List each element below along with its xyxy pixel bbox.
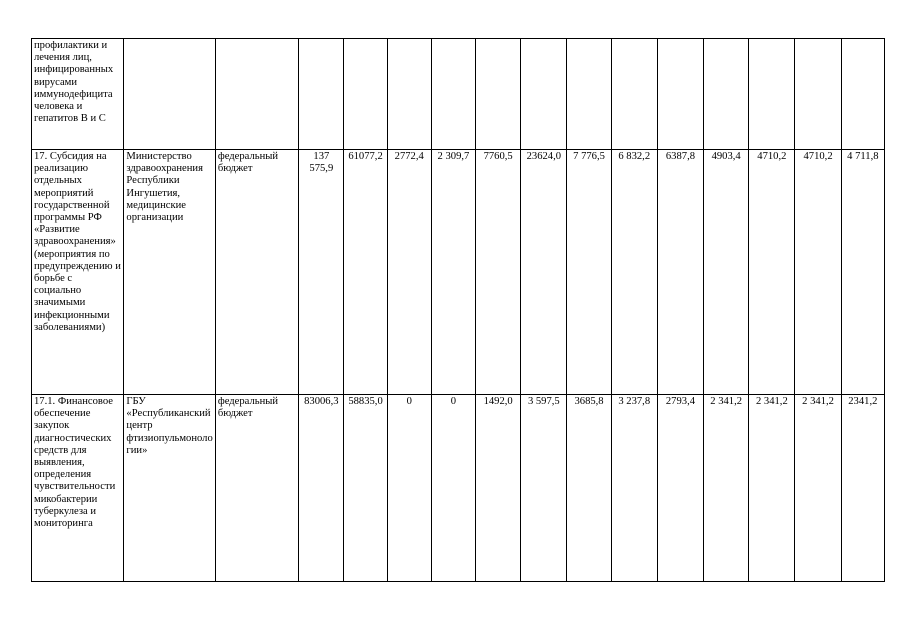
value-cell: 4903,4 <box>704 150 749 395</box>
funding-source-cell: федеральный бюджет <box>215 395 298 582</box>
budget-table <box>31 38 885 582</box>
value-cell: 3 597,5 <box>521 395 567 582</box>
value-cell: 0 <box>431 395 475 582</box>
value-cell: 83006,3 <box>299 395 344 582</box>
value-cell: 4710,2 <box>795 150 841 395</box>
value-cell <box>299 39 344 150</box>
value-cell: 7 776,5 <box>567 150 611 395</box>
measure-name-cell: 17.1. Финансовое обеспечение закупок диагностических средств для выявления, определения чувствительности микобактерии туберкулеза и мониторинга <box>32 395 124 582</box>
value-cell: 7760,5 <box>476 150 521 395</box>
value-cell: 3 237,8 <box>611 395 657 582</box>
value-cell: 0 <box>387 395 431 582</box>
value-cell: 58835,0 <box>344 395 387 582</box>
value-cell: 1492,0 <box>476 395 521 582</box>
value-cell: 6387,8 <box>657 150 703 395</box>
value-cell: 137 575,9 <box>299 150 344 395</box>
value-cell: 2 341,2 <box>704 395 749 582</box>
executor-cell: Министерство здравоохранения Республики Ингушетия, медицинские организации <box>124 150 215 395</box>
funding-source-cell <box>215 39 298 150</box>
value-cell <box>567 39 611 150</box>
executor-cell: ГБУ «Республиканский центр фтизиопульмонологии» <box>124 395 215 582</box>
value-cell: 3685,8 <box>567 395 611 582</box>
value-cell <box>611 39 657 150</box>
value-cell: 6 832,2 <box>611 150 657 395</box>
table-row <box>32 395 885 582</box>
table-row <box>32 150 885 395</box>
value-cell: 4 711,8 <box>841 150 884 395</box>
value-cell <box>841 39 884 150</box>
executor-cell <box>124 39 215 150</box>
value-cell <box>476 39 521 150</box>
funding-source-cell: федеральный бюджет <box>215 150 298 395</box>
value-cell: 2 341,2 <box>749 395 795 582</box>
value-cell <box>795 39 841 150</box>
value-cell <box>749 39 795 150</box>
value-cell: 2772,4 <box>387 150 431 395</box>
value-cell: 2 341,2 <box>795 395 841 582</box>
value-cell: 23624,0 <box>521 150 567 395</box>
value-cell <box>431 39 475 150</box>
value-cell <box>657 39 703 150</box>
value-cell: 61077,2 <box>344 150 387 395</box>
value-cell <box>344 39 387 150</box>
value-cell: 2 309,7 <box>431 150 475 395</box>
value-cell <box>387 39 431 150</box>
value-cell: 2793,4 <box>657 395 703 582</box>
value-cell: 2341,2 <box>841 395 884 582</box>
value-cell <box>521 39 567 150</box>
measure-name-cell: 17. Субсидия на реализацию отдельных мероприятий государственной программы РФ «Развитие здравоохранения» (мероприятия по предупреждению и борьбе с социально значимыми инфекционными заболеваниями) <box>32 150 124 395</box>
measure-name-cell: профилактики и лечения лиц, инфицированных вирусами иммунодефицита человека и гепатитов В и С <box>32 39 124 150</box>
value-cell: 4710,2 <box>749 150 795 395</box>
value-cell <box>704 39 749 150</box>
table-row <box>32 39 885 150</box>
